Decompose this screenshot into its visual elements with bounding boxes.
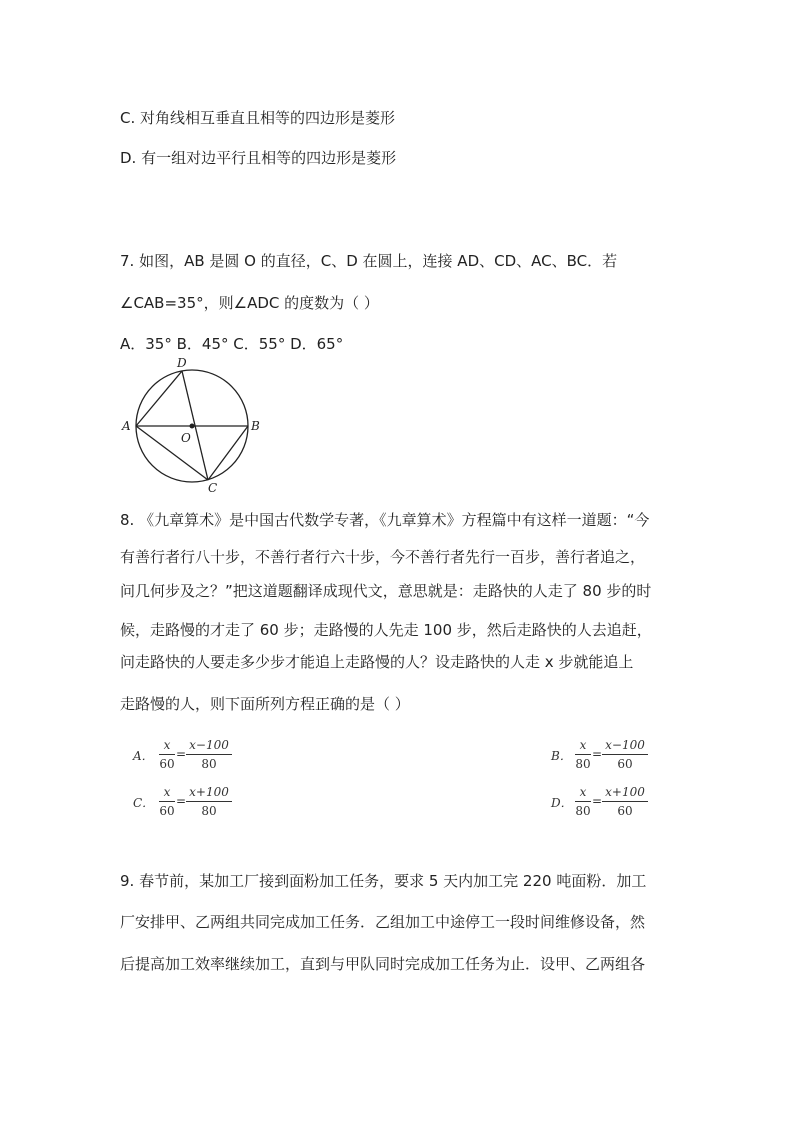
equals-sign: = bbox=[176, 794, 187, 808]
left-denominator: 80 bbox=[575, 757, 591, 771]
equals-sign: = bbox=[592, 794, 603, 808]
right-denominator: 60 bbox=[617, 757, 633, 771]
circle-figure bbox=[118, 354, 268, 496]
left-numerator: x bbox=[579, 738, 587, 752]
label-a: A bbox=[122, 419, 131, 433]
q8-stem-line1: 8. 《九章算术》是中国古代数学专著，《九章算术》方程篇中有这样一道题：“今 bbox=[120, 511, 650, 529]
right-denominator: 80 bbox=[201, 757, 217, 771]
q8-stem-line2: 有善行者行八十步，不善行者行六十步，今不善行者先行一百步，善行者追之， bbox=[120, 548, 646, 566]
q9-stem-line1: 9. 春节前，某加工厂接到面粉加工任务，要求 5 天内加工完 220 吨面粉．加工 bbox=[120, 872, 647, 890]
left-denominator: 60 bbox=[159, 804, 175, 818]
option-label: B． bbox=[551, 749, 572, 763]
equals-sign: = bbox=[592, 747, 603, 761]
option-label: C． bbox=[133, 796, 155, 810]
option-label: D． bbox=[551, 796, 573, 810]
right-denominator: 60 bbox=[617, 804, 633, 818]
left-denominator: 60 bbox=[159, 757, 175, 771]
label-b: B bbox=[251, 419, 260, 433]
equals-sign: = bbox=[176, 747, 187, 761]
label-o: O bbox=[181, 431, 191, 445]
right-numerator: x−100 bbox=[189, 738, 229, 752]
q9-stem-line3: 后提高加工效率继续加工，直到与甲队同时完成加工任务为止．设甲、乙两组各 bbox=[120, 955, 646, 973]
q8-stem-line3: 问几何步及之？”把这道题翻译成现代文，意思就是：走路快的人走了 80 步的时 bbox=[120, 582, 652, 600]
q8-stem-line4: 候，走路慢的才走了 60 步；走路慢的人先走 100 步，然后走路快的人去追赶， bbox=[120, 621, 652, 639]
left-denominator: 80 bbox=[575, 804, 591, 818]
q7-options: A．35° B．45° C．55° D．65° bbox=[120, 335, 344, 353]
q7-stem-line2: ∠CAB=35°，则∠ADC 的度数为（ ） bbox=[120, 294, 379, 312]
right-numerator: x−100 bbox=[605, 738, 645, 752]
option-label: A． bbox=[133, 749, 154, 763]
q9-stem-line2: 厂安排甲、乙两组共同完成加工任务．乙组加工中途停工一段时间维修设备，然 bbox=[120, 913, 646, 931]
label-c: C bbox=[208, 481, 218, 495]
q8-stem-line5: 问走路快的人要走多少步才能追上走路慢的人？设走路快的人走 x 步就能追上 bbox=[120, 653, 634, 671]
right-denominator: 80 bbox=[201, 804, 217, 818]
q6-option-d: D. 有一组对边平行且相等的四边形是菱形 bbox=[120, 149, 397, 167]
right-numerator: x+100 bbox=[605, 785, 645, 799]
q7-stem-line1: 7. 如图，AB 是圆 O 的直径，C、D 在圆上，连接 AD、CD、AC、BC．若 bbox=[120, 252, 618, 270]
label-d: D bbox=[177, 356, 187, 370]
left-numerator: x bbox=[163, 785, 171, 799]
center-point bbox=[190, 424, 195, 429]
right-numerator: x+100 bbox=[189, 785, 229, 799]
segment-bc bbox=[208, 426, 248, 480]
left-numerator: x bbox=[163, 738, 171, 752]
q6-option-c: C. 对角线相互垂直且相等的四边形是菱形 bbox=[120, 109, 396, 127]
left-numerator: x bbox=[579, 785, 587, 799]
q8-stem-line6: 走路慢的人，则下面所列方程正确的是（ ） bbox=[120, 695, 410, 713]
